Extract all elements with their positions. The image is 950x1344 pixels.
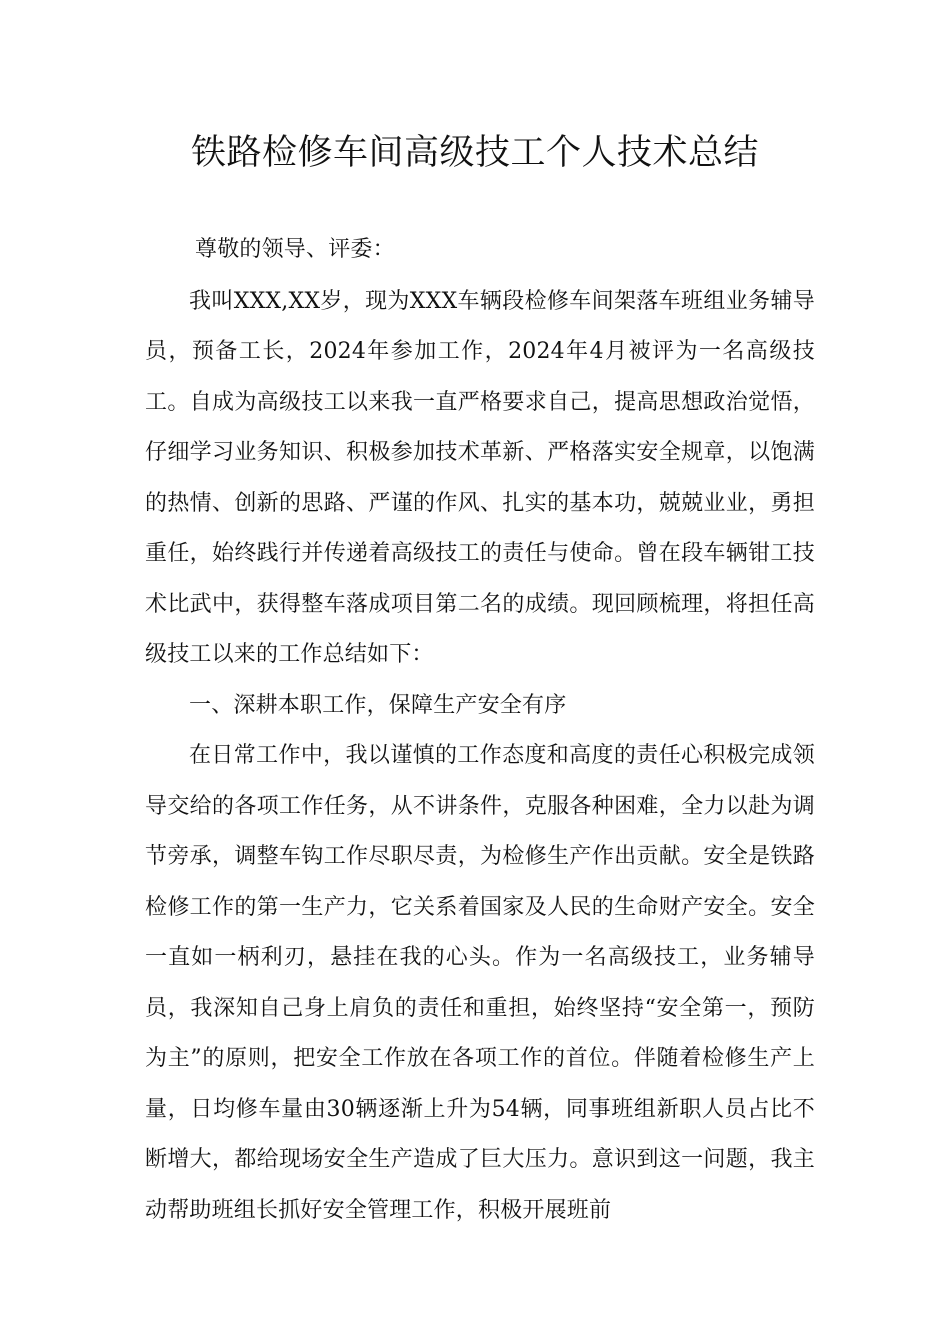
- section-heading-1: 一、深耕本职工作，保障生产安全有序: [189, 692, 567, 718]
- paragraph-section-1-body: 在日常工作中，我以谨慎的工作态度和高度的责任心积极完成领导交给的各项工作任务，从不讲条件，克服各种困难，全力以赴为调节旁承，调整车钩工作尽职尽责，为检修生产作出贡献。安全是铁路检修工作的第一生产力，它关系着国家及人民的生命财产安全。安全一直如一柄利刃，悬挂在我的心头。作为一名高级技工，业务辅导员，我深知自己身上肩负的责任和重担，始终坚持“安全第一，预防为主”的原则，把安全工作放在各项工作的首位。伴随着检修生产上量，日均修车量由30辆逐渐上升为54辆，同事班组新职人员占比不断增大，都给现场安全生产造成了巨大压力。意识到这一问题，我主动帮助班组长抓好安全管理工作，积极开展班前: [145, 743, 815, 1223]
- document-title: 铁路检修车间高级技工个人技术总结: [190, 133, 759, 173]
- document-body: [145, 225, 815, 1236]
- salutation: 尊敬的领导、评委：: [195, 237, 395, 262]
- paragraph-introduction: 我叫XXX,XX岁，现为XXX车辆段检修车间架落车班组业务辅导员，预备工长，2024年参加工作，2024年4月被评为一名高级技工。自成为高级技工以来我一直严格要求自己，提高思想政治觉悟，仔细学习业务知识、积极参加技术革新、严格落实安全规章，以饱满的热情、创新的思路、严谨的作风、扎实的基本功，兢兢业业，勇担重任，始终践行并传递着高级技工的责任与使命。曾在段车辆钳工技术比武中，获得整车落成项目第二名的成绩。现回顾梳理，将担任高级技工以来的工作总结如下：: [145, 288, 815, 667]
